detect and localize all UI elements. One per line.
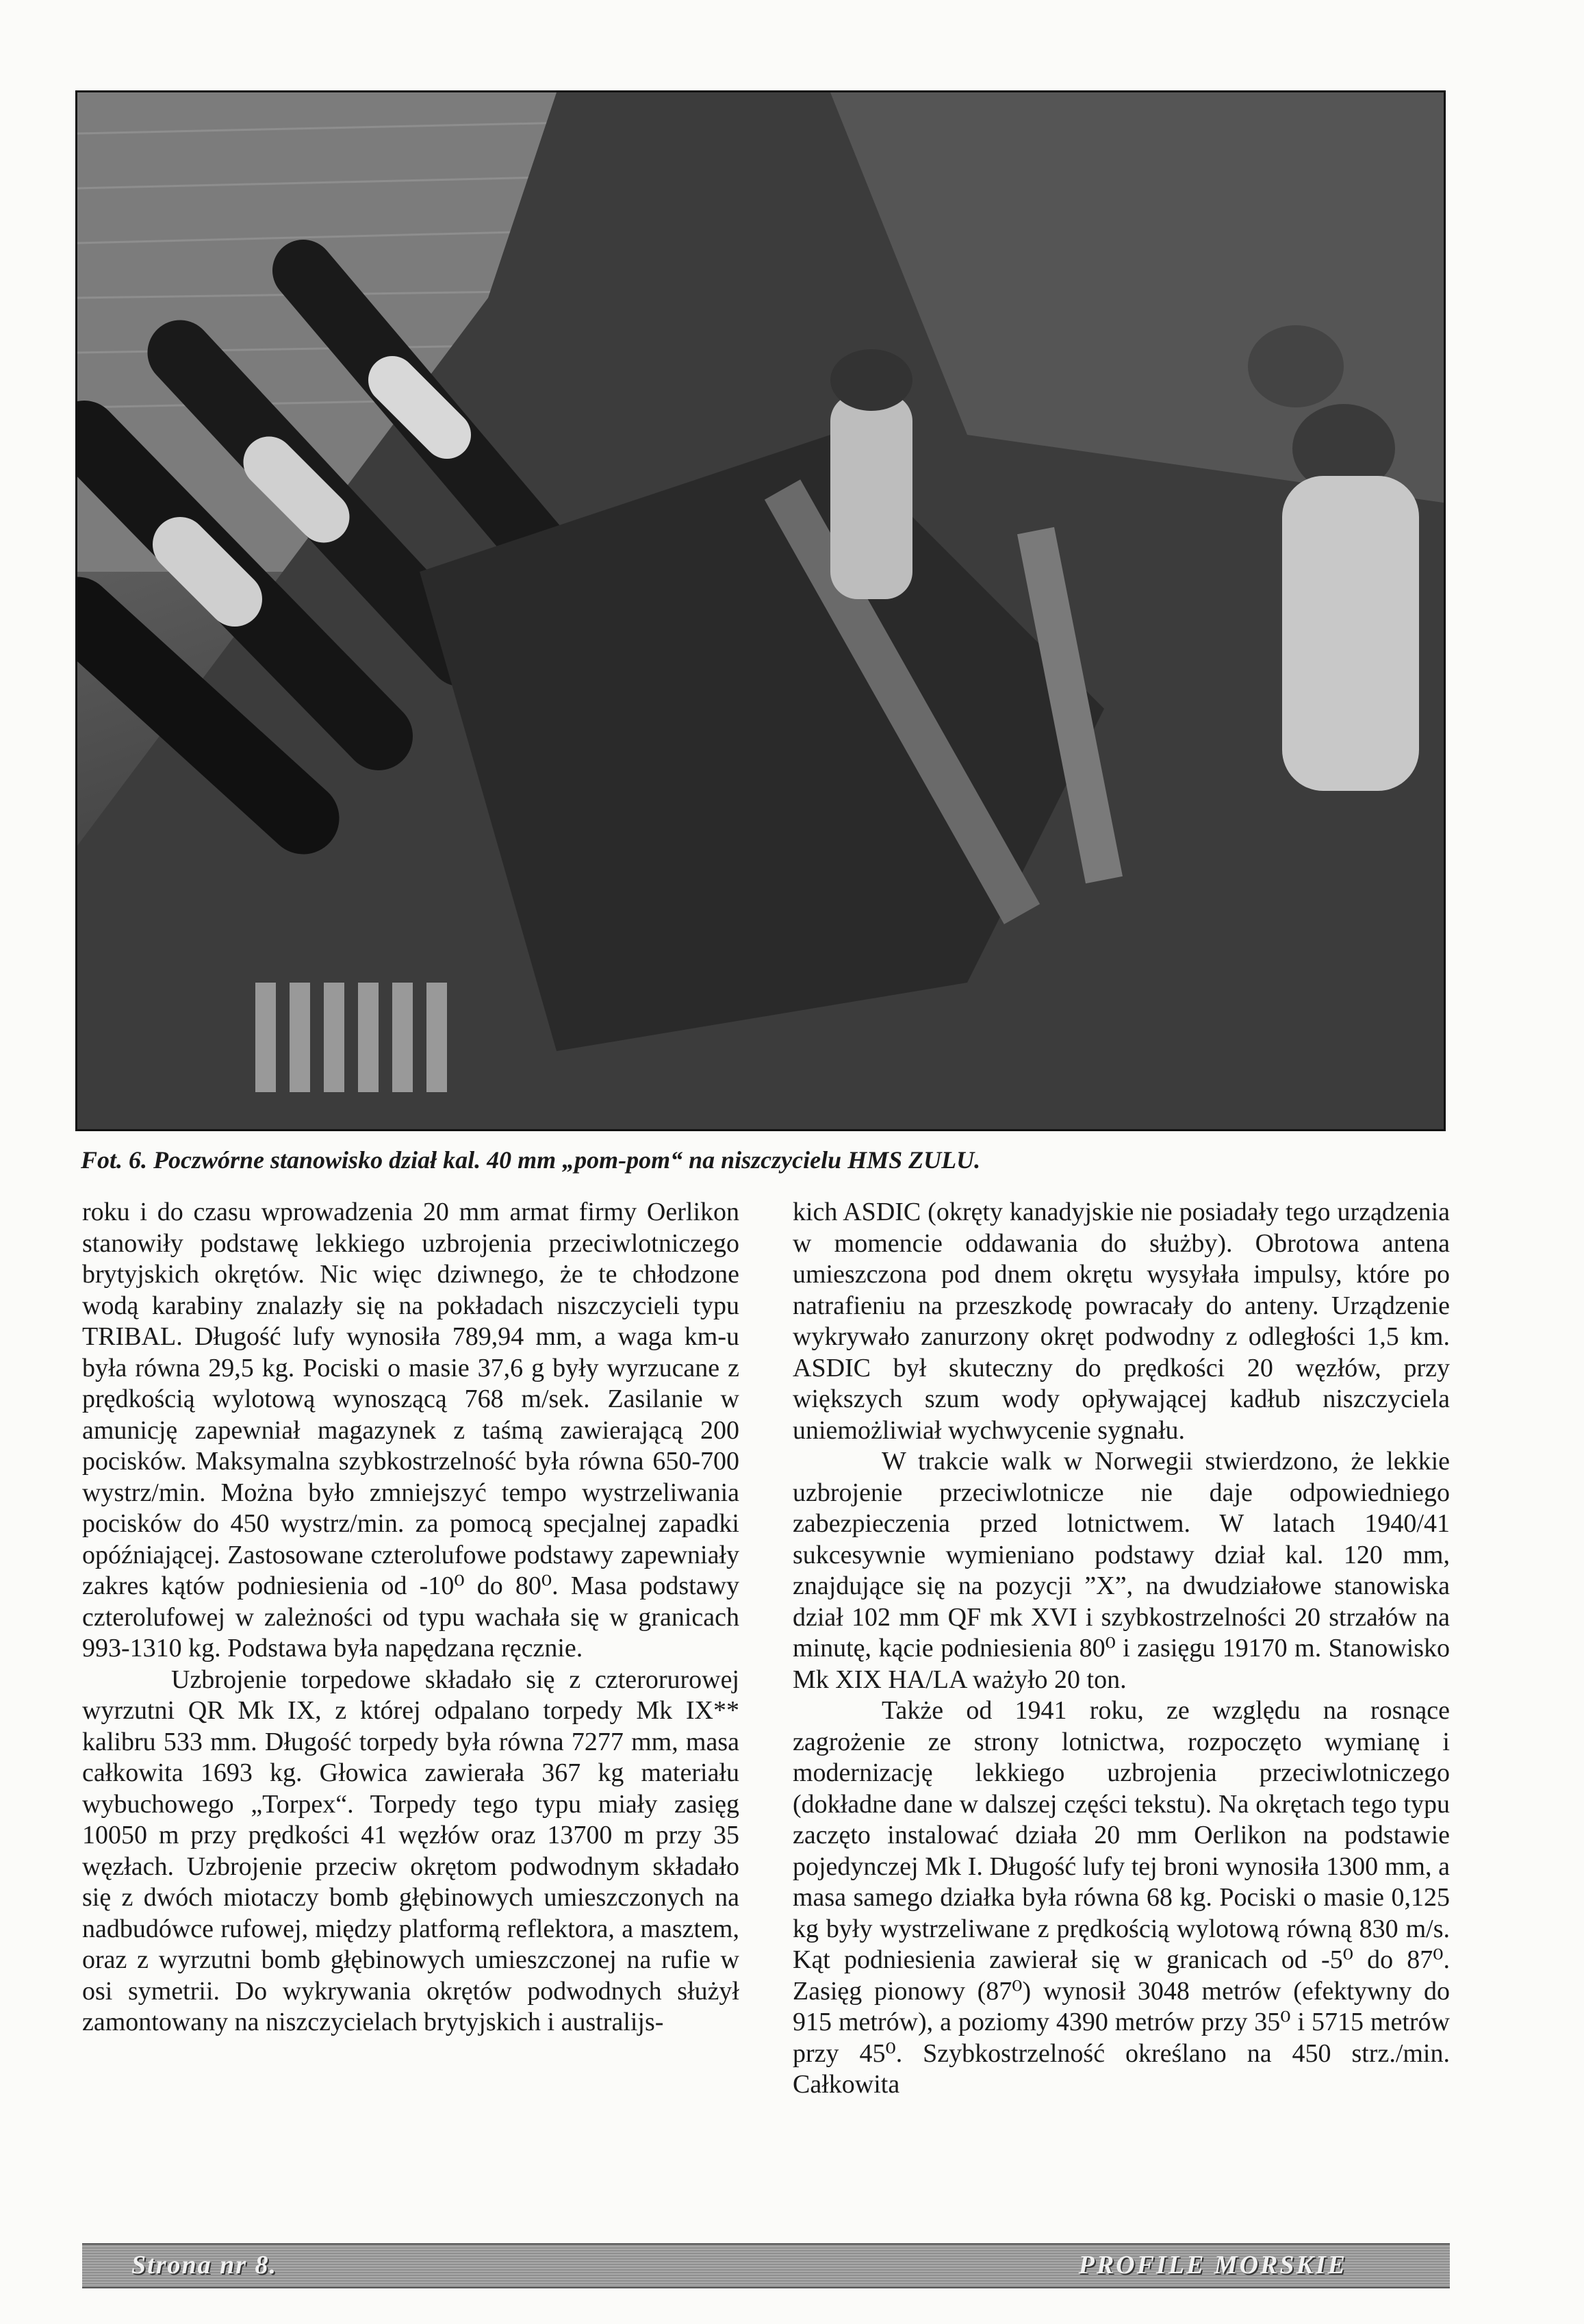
photo-quad-pom-pom [75, 90, 1446, 1131]
paragraph: W trakcie walk w Norwegii stwierdzono, że lekkie uzbrojenie przeciwlotnicze nie daje odpowiedniego zabezpieczenia przed lotnictwem. W latach 1940/41 sukcesywnie wymieniano podstawy dział kal. 120 mm, znajdujące się na pozycji ”X”, na dwudziałowe stanowiska dział 102 mm QF mk XVI i szybkostrzelności 20 strzałów na minutę, kącie podniesienia 80⁰ i zasięgu 19170 m. Stanowisko Mk XIX HA/LA ważyło 20 ton. [793, 1447, 1450, 1694]
paragraph: Uzbrojenie torpedowe składało się z czterorurowej wyrzutni QR Mk IX, z której odpalano torpedy Mk IX** kalibru 533 mm. Długość torpedy była równa 7277 mm, masa całkowita 1693 kg. Głowica zawierała 367 kg materiału wybuchowego „Torpex“. Torpedy tego typu miały zasięg 10050 m przy prędkości 41 węzłów oraz 13700 m przy 35 węzłach. Uzbrojenie przeciw okrętom podwodnym składało się z dwóch miotaczy bomb głębinowych umieszczonych na nadbudówce rufowej, między platformą reflektora, a masztem, oraz z wyrzutni bomb głębinowych umieszczonej na rufie w osi symetrii. Do wykrywania okrętów podwodnych służył zamontowany na niszczycielach brytyjskich i australijs- [82, 1665, 739, 2036]
right-column [793, 1197, 1450, 2101]
page-number: Strona nr 8. [131, 2251, 278, 2279]
paragraph: Także od 1941 roku, ze względu na rosnące zagrożenie ze strony lotnictwa, rozpoczęto wymianę i modernizację lekkiego uzbrojenia przeciwlotniczego (dokładne dane w dalszej części tekstu). Na okrętach tego typu zaczęto instalować działa 20 mm Oerlikon na podstawie pojedynczej Mk I. Długość lufy tej broni wynosiła 1300 mm, a masa samego działka była równa 68 kg. Pociski o masie 0,125 kg były wystrzeliwane z prędkością wylotową równą 830 m/s. Kąt podniesienia zawierał się w granicach od -5⁰ do 87⁰. Zasięg pionowy (87⁰) wynosił 3048 metrów (efektywny do 915 metrów), a poziomy 4390 metrów przy 35⁰ i 5715 metrów przy 45⁰. Szybkostrzelność określano na 450 strz./min. Całkowita [793, 1696, 1450, 2099]
left-column [82, 1197, 739, 2038]
magazine-title: PROFILE MORSKIE [1078, 2251, 1347, 2279]
photo-caption: Fot. 6. Poczwórne stanowisko dział kal. 40 mm „pom-pom“ na niszczycielu HMS ZULU. [81, 1146, 981, 1174]
paragraph: kich ASDIC (okręty kanadyjskie nie posiadały tego urządzenia w momencie oddawania do służby). Obrotowa antena umieszczona pod dnem okrętu wysyłała impulsy, które po natrafieniu na przeszkodę powracały do anteny. Urządzenie wykrywało zanurzony okręt podwodny z odległości 1,5 km. ASDIC był skuteczny do prędkości 20 węzłów, przy większych szum wody opływającej kadłub niszczyciela uniemożliwiał wychwycenie sygnału. [793, 1198, 1450, 1445]
paragraph: roku i do czasu wprowadzenia 20 mm armat firmy Oerlikon stanowiły podstawę lekkiego uzbrojenia przeciwlotniczego brytyjskich okrętów. Nic więc dziwnego, że te chłodzone wodą karabiny znalazły się na pokładach niszczycieli typu TRIBAL. Długość lufy wynosiła 789,94 mm, a waga km-u była równa 29,5 kg. Pociski o masie 37,6 g były wyrzucane z prędkością wylotową wynoszącą 768 m/sek. Zasilanie w amunicję zapewniał magazynek z taśmą zawierającą 200 pocisków. Maksymalna szybkostrzelność była równa 650-700 wystrz/min. Można było zmniejszyć tempo wystrzeliwania pocisków do 450 wystrz/min. za pomocą specjalnej zapadki opóźniającej. Zastosowane czterolufowe podstawy zapewniały zakres kątów podniesienia od -10⁰ do 80⁰. Masa podstawy czterolufowej w zależności od typu wachała się w granicach 993-1310 kg. Podstawa była napędzana ręcznie. [82, 1198, 739, 1663]
naval-gun-photo-icon [77, 92, 1446, 1131]
page-footer [82, 2243, 1450, 2288]
